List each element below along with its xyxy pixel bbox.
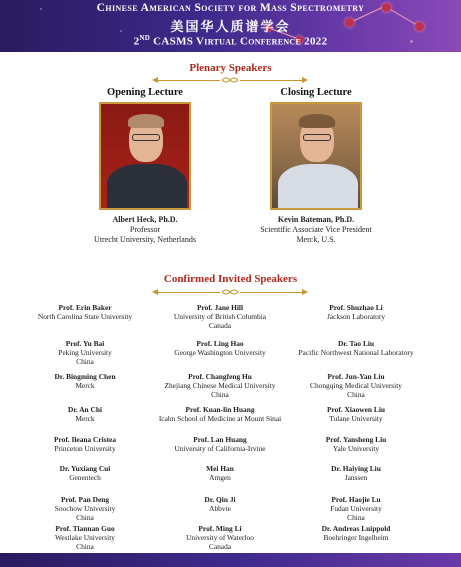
invited-speaker-name: Prof. Lan Huang <box>193 435 247 444</box>
edition-number: 2 <box>133 35 140 48</box>
conference-title <box>0 34 461 48</box>
edition-suffix: ND <box>139 34 151 42</box>
invited-speaker-affiliation: Fudan University <box>330 504 382 513</box>
invited-speaker-country: Canada <box>208 542 232 551</box>
invited-speaker-affiliation: George Washington University <box>174 348 266 357</box>
invited-speaker-country: Canada <box>208 321 232 330</box>
invited-speaker-name: Dr. An Chi <box>67 405 103 414</box>
invited-speaker <box>145 464 295 482</box>
invited-speaker <box>10 303 160 321</box>
header-banner <box>0 0 461 52</box>
photo-figure <box>299 114 335 128</box>
invited-speaker <box>10 405 160 423</box>
invited-speaker-affiliation: Tulane University <box>329 414 383 423</box>
invited-speaker <box>281 524 431 542</box>
invited-speaker <box>281 435 431 453</box>
invited-speaker <box>145 339 295 357</box>
invited-speaker-name: Prof. Shuzhao Li <box>329 303 383 312</box>
invited-speaker <box>281 303 431 321</box>
invited-speaker-name: Prof. Changfeng Hu <box>188 372 252 381</box>
invited-speaker <box>145 303 295 330</box>
society-name: Chinese American Society for Mass Spectrometry <box>96 2 365 14</box>
invited-speaker-affiliation: Peking University <box>58 348 112 357</box>
invited-speaker-affiliation: University of Waterloo <box>186 533 254 542</box>
arrow-left-icon <box>152 77 158 83</box>
closing-lecture-card <box>236 88 396 245</box>
invited-speaker-country: China <box>76 542 94 551</box>
invited-speaker <box>281 405 431 423</box>
plenary-section-title: Plenary Speakers <box>189 62 272 74</box>
speaker-role: Professor <box>129 225 161 234</box>
invited-speaker-name: Prof. Yansheng Liu <box>325 435 387 444</box>
invited-speaker-name: Mei Han <box>206 464 234 473</box>
invited-speaker <box>281 339 431 357</box>
invited-speaker-country: China <box>76 513 94 522</box>
society-name-chinese: 美国华人质谱学会 <box>170 20 291 35</box>
invited-speaker-name: Prof. Pan Deng <box>60 495 110 504</box>
invited-speaker-affiliation: North Carolina State University <box>37 312 133 321</box>
ornament-divider <box>150 76 310 84</box>
invited-speaker-affiliation: Boehringer Ingelheim <box>323 533 389 542</box>
invited-speaker-name: Dr. Haiying Liu <box>331 464 381 473</box>
footer-banner <box>0 553 461 567</box>
opening-lecture-card <box>70 88 220 245</box>
speaker-name: Albert Heck, Ph.D. <box>112 215 178 224</box>
invited-speaker-name: Dr. Bingming Chen <box>54 372 116 381</box>
invited-speaker <box>10 464 160 482</box>
photo-figure <box>278 164 358 210</box>
invited-speaker-name: Prof. Yu Bai <box>65 339 105 348</box>
photo-figure <box>128 114 164 128</box>
invited-speaker-country: China <box>211 390 229 399</box>
speaker-photo <box>270 102 362 210</box>
arrow-left-icon <box>152 289 158 295</box>
speaker-role: Scientific Associate Vice President <box>260 225 372 234</box>
closing-lecture-title: Closing Lecture <box>280 87 352 98</box>
invited-speaker-affiliation: Yale University <box>332 444 380 453</box>
invited-speaker-name: Prof. Ming Li <box>198 524 242 533</box>
invited-speaker-country: China <box>347 513 365 522</box>
conference-name: CASMS Virtual Conference 2022 <box>150 35 328 48</box>
speaker-affiliation: Utrecht University, Netherlands <box>94 235 196 244</box>
invited-section-title: Confirmed Invited Speakers <box>163 273 298 285</box>
invited-speaker-name: Prof. Jane Hill <box>196 303 244 312</box>
flourish-icon <box>220 76 240 84</box>
speaker-affiliation: Merck, U.S. <box>296 235 336 244</box>
invited-speaker-name: Dr. Qin Ji <box>204 495 236 504</box>
invited-speaker-affiliation: Princeton University <box>54 444 116 453</box>
photo-figure <box>107 164 187 210</box>
invited-speaker-name: Dr. Tao Liu <box>337 339 375 348</box>
invited-speaker-country: China <box>347 390 365 399</box>
invited-speaker <box>145 435 295 453</box>
invited-speaker-name: Dr. Yuxiang Cui <box>59 464 111 473</box>
divider-line <box>240 292 302 293</box>
invited-speaker-affiliation: Chongqing Medical University <box>310 381 402 390</box>
invited-speaker-affiliation: Soochow University <box>54 504 116 513</box>
invited-speaker <box>281 495 431 522</box>
invited-speaker-name: Prof. Kuan-lin Huang <box>185 405 255 414</box>
invited-speaker-affiliation: Janssen <box>344 473 368 482</box>
glasses-icon <box>303 134 331 141</box>
invited-speaker-affiliation: Abbvie <box>209 504 231 513</box>
invited-speaker-affiliation: Icahn School of Medicine at Mount Sinai <box>158 414 282 423</box>
invited-speaker <box>145 495 295 513</box>
invited-speaker <box>145 524 295 551</box>
invited-speaker-affiliation: Pacific Northwest National Laboratory <box>298 348 414 357</box>
ornament-divider <box>150 288 310 296</box>
invited-speaker-affiliation: University of California-Irvine <box>174 444 266 453</box>
invited-speaker-affiliation: University of British Columbia <box>173 312 267 321</box>
invited-speaker-name: Prof. Ileana Cristea <box>53 435 117 444</box>
invited-speaker <box>10 435 160 453</box>
invited-speaker-affiliation: Merck <box>75 381 95 390</box>
invited-speaker-name: Prof. Haojie Lu <box>331 495 381 504</box>
invited-speaker-name: Dr. Andreas Luippold <box>321 524 391 533</box>
divider-line <box>158 292 220 293</box>
invited-speaker <box>10 524 160 551</box>
divider-line <box>158 80 220 81</box>
invited-speaker-name: Prof. Ling Hao <box>196 339 244 348</box>
invited-speaker <box>10 339 160 366</box>
speaker-name: Kevin Bateman, Ph.D. <box>277 215 355 224</box>
invited-speaker <box>10 372 160 390</box>
flourish-icon <box>220 288 240 296</box>
invited-speaker <box>281 464 431 482</box>
invited-speaker <box>145 372 295 399</box>
invited-speaker-name: Prof. Jun-Yan Liu <box>327 372 385 381</box>
glasses-icon <box>132 134 160 141</box>
arrow-right-icon <box>302 77 308 83</box>
invited-speaker-affiliation: Westlake University <box>55 533 115 542</box>
invited-speaker-name: Prof. Tiannan Guo <box>55 524 115 533</box>
opening-lecture-title: Opening Lecture <box>107 87 183 98</box>
invited-speaker-affiliation: Amgen <box>209 473 231 482</box>
invited-speaker-affiliation: Zhejiang Chinese Medical University <box>164 381 276 390</box>
invited-speaker <box>145 405 295 423</box>
arrow-right-icon <box>302 289 308 295</box>
invited-speaker-affiliation: Jackson Laboratory <box>326 312 386 321</box>
invited-speaker-country: China <box>76 357 94 366</box>
invited-speaker-affiliation: Merck <box>75 414 95 423</box>
divider-line <box>240 80 302 81</box>
invited-speaker-name: Prof. Xiaowen Liu <box>327 405 385 414</box>
invited-speaker-name: Prof. Erin Baker <box>58 303 112 312</box>
speaker-photo <box>99 102 191 210</box>
invited-speaker-affiliation: Genentech <box>69 473 101 482</box>
invited-speaker <box>281 372 431 399</box>
invited-speaker <box>10 495 160 522</box>
